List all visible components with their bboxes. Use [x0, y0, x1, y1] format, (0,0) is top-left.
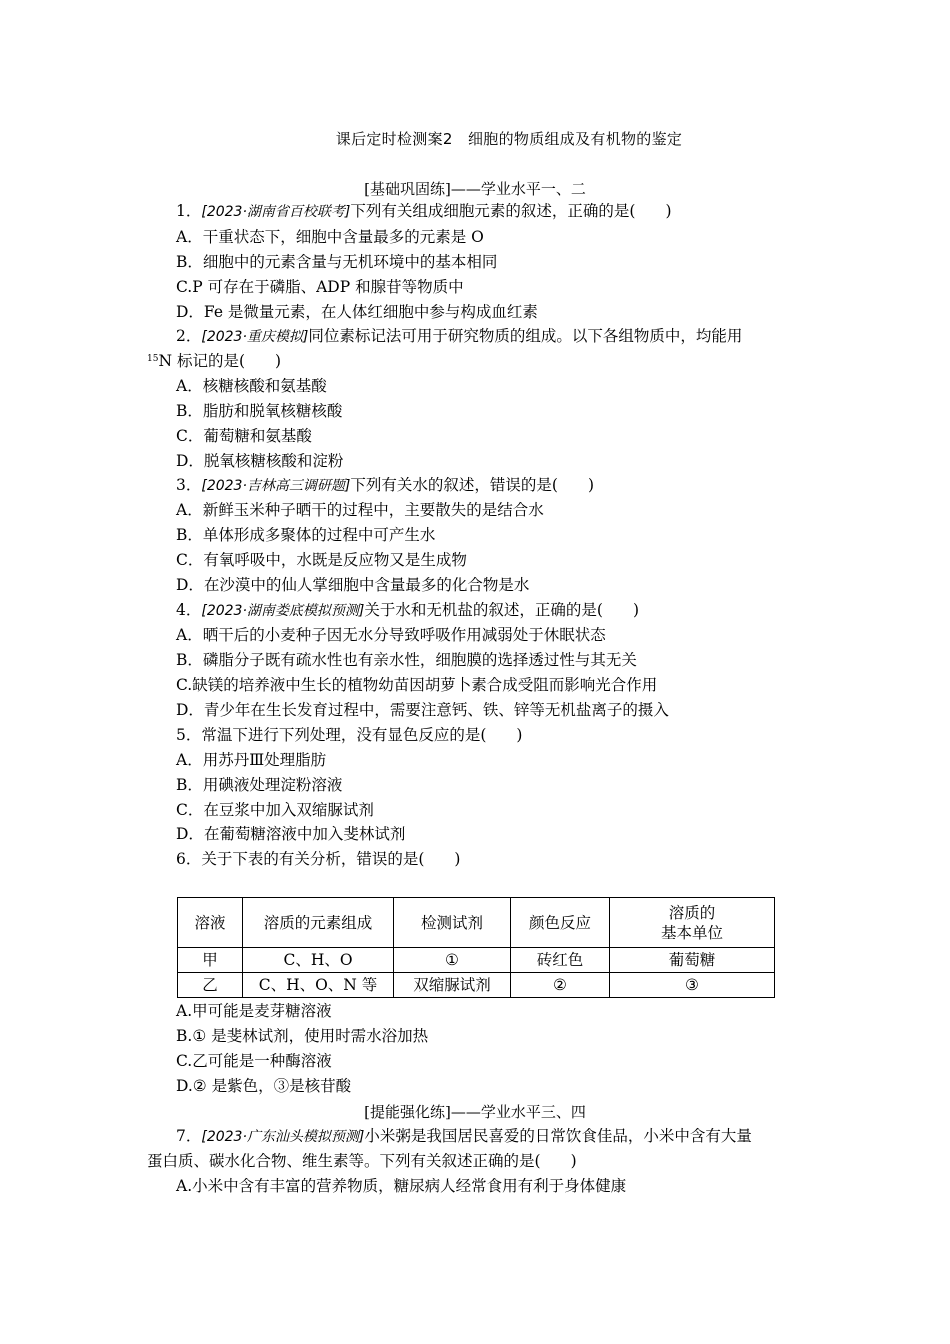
question-number: 4． [176, 601, 202, 619]
question-source: [2023·湖南娄底模拟预测] [201, 603, 365, 619]
question-stem: 5．常温下进行下列处理，没有显色反应的是( [176, 726, 487, 744]
option-b: B．细胞中的元素含量与无机环境中的基本相同 [176, 253, 498, 271]
table-cell: C、H、O、N 等 [243, 973, 394, 998]
option-d: D．在沙漠中的仙人掌细胞中含量最多的化合物是水 [176, 576, 530, 594]
question-stem: 小米粥是我国居民喜爱的日常饮食佳品，小米中含有大量 [364, 1127, 752, 1145]
option-a: A．晒干后的小麦种子因无水分导致呼吸作用减弱处于休眠状态 [176, 626, 606, 644]
question-stem: 同位素标记法可用于研究物质的组成。以下各组物质中，均能用 [308, 327, 743, 345]
table-cell: 双缩脲试剂 [394, 973, 511, 998]
option-d: D．在葡萄糖溶液中加入斐林试剂 [176, 825, 406, 843]
question-source: [2023·湖南省百校联考] [201, 204, 351, 220]
table-cell: 砖红色 [511, 948, 610, 973]
option-c: C．葡萄糖和氨基酸 [176, 427, 312, 445]
option-c: C.缺镁的培养液中生长的植物幼苗因胡萝卜素合成受阻而影响光合作用 [176, 676, 658, 694]
option-a: A．用苏丹Ⅲ处理脂肪 [176, 751, 327, 769]
question-number: 3． [176, 476, 202, 494]
option-c: C.P 可存在于磷脂、ADP 和腺苷等物质中 [176, 278, 464, 296]
table-row [178, 948, 775, 973]
option-b: B．脂肪和脱氧核糖核酸 [176, 402, 343, 420]
question-stem: 6．关于下表的有关分析，错误的是( [176, 850, 425, 868]
question-source: [2023·重庆模拟] [201, 329, 309, 345]
option-d: D．Fe 是微量元素，在人体红细胞中参与构成血红素 [176, 303, 538, 321]
option-d: D．脱氧核糖核酸和淀粉 [176, 452, 344, 470]
table-header-cell [610, 898, 775, 948]
section-heading-advanced [0, 1101, 950, 1122]
table-cell: 甲 [178, 948, 243, 973]
section-bracket: [提能强化练] [364, 1103, 451, 1121]
question-6: 6．关于下表的有关分析，错误的是( ) [176, 850, 461, 868]
option-b: B．磷脂分子既有疏水性也有亲水性，细胞膜的选择透过性与其无关 [176, 651, 637, 669]
table-header-cell: 溶液 [178, 898, 243, 948]
table-header-cell: 检测试剂 [394, 898, 511, 948]
option-a: A．核糖核酸和氨基酸 [176, 377, 327, 395]
question-stem: 关于水和无机盐的叙述，正确的是( [364, 601, 603, 619]
question-7 [176, 1126, 752, 1147]
question-3: 3．[2023·吉林高三调研题]下列有关水的叙述，错误的是( ) [176, 476, 595, 494]
option-c: C.乙可能是一种酶溶液 [176, 1052, 332, 1070]
section-subtitle: ——学业水平三、四 [450, 1103, 586, 1121]
table-cell: ② [511, 973, 610, 998]
question-number: 1． [176, 202, 202, 220]
table-row [178, 973, 775, 998]
table-cell: C、H、O [243, 948, 394, 973]
question-2-continued: $^{15}$N 标记的是( ) [147, 352, 282, 370]
question-stem: 下列有关组成细胞元素的叙述，正确的是( [350, 202, 636, 220]
table-header-cell: 颜色反应 [511, 898, 610, 948]
table-cell: 葡萄糖 [610, 948, 775, 973]
option-c: C．在豆浆中加入双缩脲试剂 [176, 801, 374, 819]
question-number: 7． [176, 1127, 202, 1145]
question-7-continued: 蛋白质、碳水化合物、维生素等。下列有关叙述正确的是( ) [147, 1152, 577, 1170]
page-title: 课后定时检测案2 细胞的物质组成及有机物的鉴定 [335, 130, 683, 148]
question-4: 4．[2023·湖南娄底模拟预测]关于水和无机盐的叙述，正确的是( ) [176, 601, 640, 619]
option-b: B．用碘液处理淀粉溶液 [176, 776, 343, 794]
option-a: A.甲可能是麦芽糖溶液 [176, 1002, 332, 1020]
table-cell: ③ [610, 973, 775, 998]
question-stem: 下列有关水的叙述，错误的是( [350, 476, 558, 494]
header-line-1: 溶质的 [668, 903, 716, 922]
question-5: 5．常温下进行下列处理，没有显色反应的是( ) [176, 726, 523, 744]
data-table [177, 897, 775, 998]
question-2 [176, 326, 742, 347]
table-header-cell: 溶质的元素组成 [243, 898, 394, 948]
option-b: B．单体形成多聚体的过程中可产生水 [176, 526, 436, 544]
section-subtitle: ——学业水平一、二 [450, 180, 586, 198]
table-header-row [178, 898, 775, 948]
isotope-superscript: 15 [147, 354, 159, 364]
option-d: D.② 是紫色，③是核苷酸 [176, 1077, 352, 1095]
question-source: [2023·吉林高三调研题] [201, 478, 351, 494]
section-heading-basic [0, 178, 950, 199]
option-a: A．干重状态下，细胞中含量最多的元素是 O [176, 228, 484, 246]
option-a: A.小米中含有丰富的营养物质，糖尿病人经常食用有利于身体健康 [176, 1177, 627, 1195]
option-c: C．有氧呼吸中，水既是反应物又是生成物 [176, 551, 467, 569]
section-bracket: [基础巩固练] [364, 180, 451, 198]
question-1: 1．[2023·湖南省百校联考]下列有关组成细胞元素的叙述，正确的是( ) [176, 202, 672, 220]
header-line-2: 基本单位 [660, 923, 723, 942]
question-number: 2． [176, 327, 202, 345]
table-cell: 乙 [178, 973, 243, 998]
option-a: A．新鲜玉米种子晒干的过程中，主要散失的是结合水 [176, 501, 544, 519]
option-b: B.① 是斐林试剂，使用时需水浴加热 [176, 1027, 429, 1045]
table-cell: ① [394, 948, 511, 973]
question-source: [2023·广东汕头模拟预测] [201, 1129, 365, 1145]
option-d: D．青少年在生长发育过程中，需要注意钙、铁、锌等无机盐离子的摄入 [176, 701, 669, 719]
